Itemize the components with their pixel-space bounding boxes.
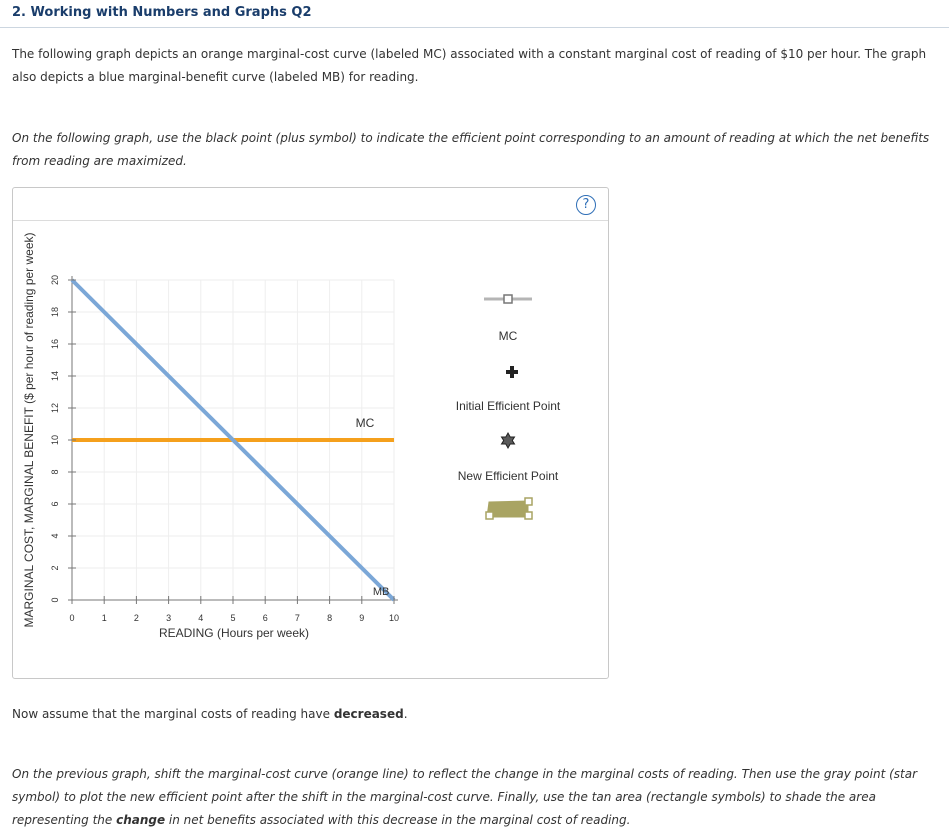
followup-suffix: . (403, 707, 408, 721)
chart-ticks (50, 275, 399, 623)
followup-text: Now assume that the marginal costs of reading have (12, 707, 334, 721)
tan-handle-icon (525, 512, 532, 519)
y-tick-label: 8 (50, 469, 60, 475)
x-tick-label: 0 (69, 613, 75, 623)
title-divider (0, 27, 949, 28)
x-tick-label: 5 (230, 613, 236, 623)
y-tick-label: 16 (50, 338, 60, 350)
x-tick-label: 9 (359, 613, 365, 623)
instruction2-text: On the previous graph, shift the marginal-cost curve (orange line) to reflect the change in the marginal costs of reading. Then use the gray point (star symbol) to plot the new efficient point after the shift in the marginal-cost curve. Finally, use the tan area (rectangle symbols) to shade the area representing the (12, 767, 918, 827)
x-tick-label: 1 (101, 613, 107, 623)
y-tick-label: 20 (50, 274, 60, 286)
y-tick-label: 14 (50, 370, 60, 382)
x-tick-label: 10 (388, 613, 400, 623)
followup-bold: decreased (333, 707, 404, 721)
x-tick-label: 3 (166, 613, 172, 623)
page-title: 2. Working with Numbers and Graphs Q2 (12, 5, 312, 20)
y-axis-label: MARGINAL COST, MARGINAL BENEFIT ($ per hour of reading per week) (22, 232, 36, 628)
x-tick-label: 6 (262, 613, 268, 623)
followup-paragraph (12, 703, 932, 726)
mc-curve-label: MC (355, 416, 375, 430)
instruction-paragraph-2 (12, 763, 937, 832)
chart (13, 188, 608, 678)
plus-icon (506, 366, 518, 378)
x-tick-label: 4 (198, 613, 204, 623)
x-tick-label: 7 (294, 613, 300, 623)
tan-area-tool[interactable] (486, 498, 532, 519)
tan-handle-icon (486, 512, 493, 519)
star-icon (502, 433, 515, 448)
x-axis-label: READING (Hours per week) (158, 626, 310, 640)
y-tick-label: 12 (50, 402, 60, 414)
initial-point-label: Initial Efficient Point (455, 399, 561, 413)
x-tick-label: 8 (327, 613, 333, 623)
instruction2-text-end: in net benefits associated with this decrease in the marginal cost of reading. (165, 813, 631, 827)
y-tick-label: 10 (50, 434, 60, 446)
graph-tool-panel (12, 187, 609, 679)
y-tick-label: 2 (50, 565, 60, 571)
instruction2-bold: change (116, 813, 166, 827)
instruction-paragraph-1: On the following graph, use the black point (plus symbol) to indicate the efficient point corresponding to an amount of reading at which the net benefits from reading are maximized. (12, 131, 930, 168)
mb-curve-label: MB (372, 586, 390, 598)
new-point-tool[interactable] (502, 433, 515, 448)
y-tick-label: 6 (50, 501, 60, 507)
tan-handle-icon (525, 498, 532, 505)
initial-point-tool[interactable] (506, 366, 518, 378)
y-tick-label: 0 (50, 597, 60, 603)
intro-paragraph: The following graph depicts an orange marginal-cost curve (labeled MC) associated with a constant marginal cost of reading of $10 per hour. The graph also depicts a blue marginal-benefit curve (labeled MB) for reading. (12, 47, 927, 84)
y-tick-label: 4 (50, 533, 60, 539)
mc-line-tool[interactable] (484, 295, 532, 303)
x-tick-label: 2 (133, 613, 139, 623)
new-point-label: New Efficient Point (457, 469, 559, 483)
y-tick-label: 18 (50, 306, 60, 318)
tool-palette (456, 295, 561, 519)
mc-tool-handle-icon (504, 295, 512, 303)
help-icon[interactable]: ? (576, 195, 596, 215)
mc-tool-label: MC (498, 329, 518, 343)
